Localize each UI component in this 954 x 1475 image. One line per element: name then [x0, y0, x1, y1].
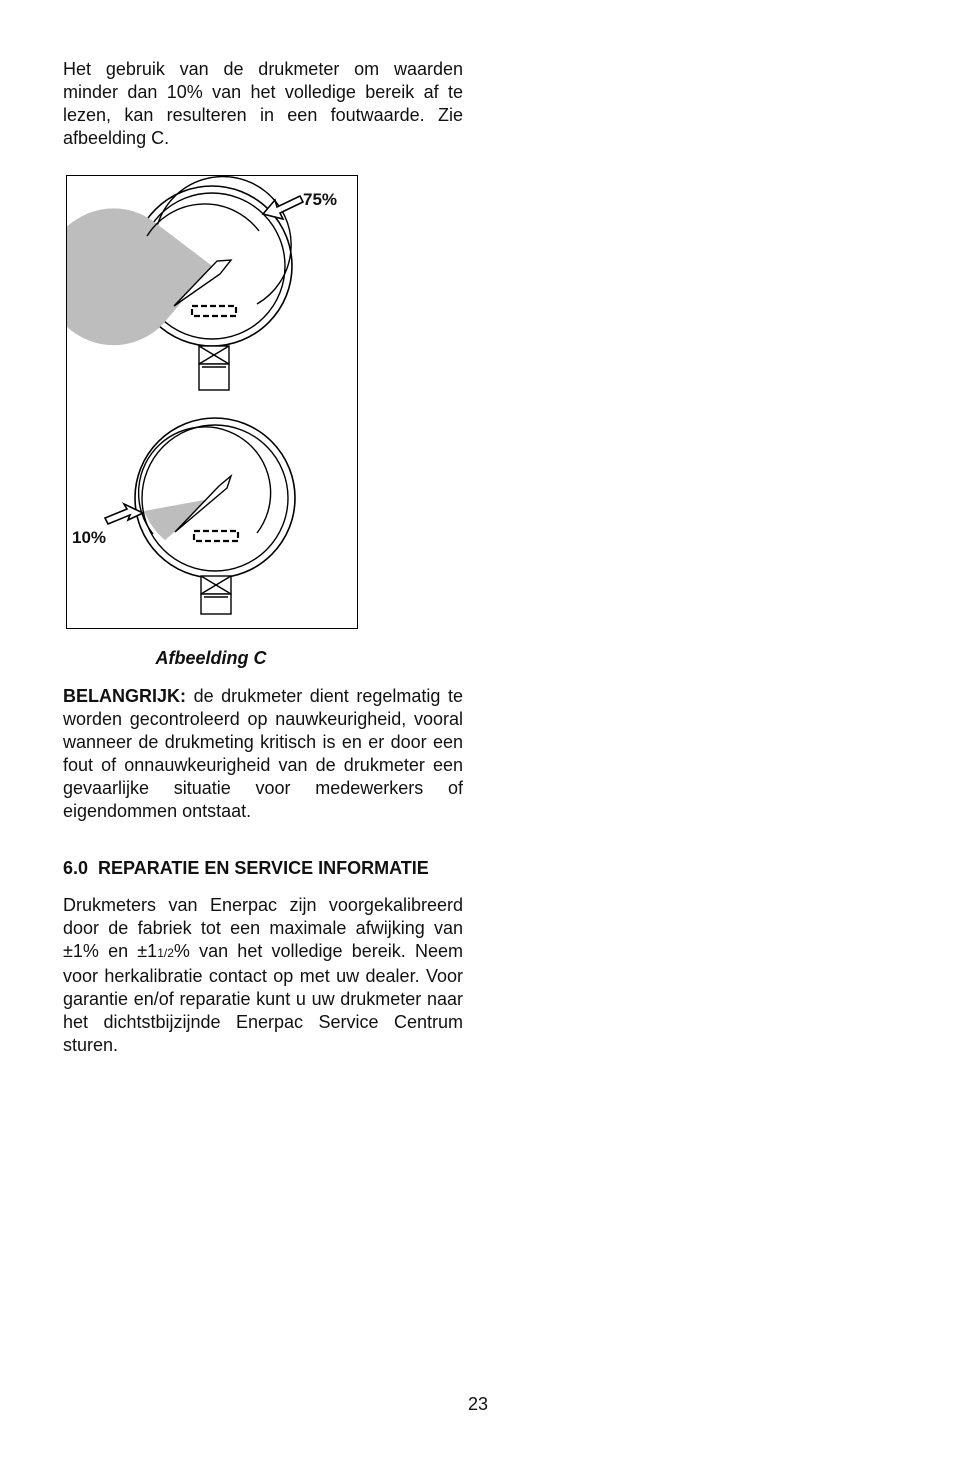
important-paragraph — [63, 685, 463, 823]
figure-caption: Afbeelding C — [155, 648, 267, 668]
label-10-percent: 10% — [72, 528, 107, 547]
lower-gauge — [105, 418, 295, 614]
section-number: 6.0 — [63, 858, 89, 878]
label-75-percent: 75% — [303, 190, 338, 209]
service-fraction: 1/2 — [157, 946, 174, 960]
upper-gauge-stem — [199, 346, 229, 390]
section-heading — [63, 858, 429, 879]
lower-arrow-icon — [105, 504, 143, 524]
gauge-illustration — [67, 176, 359, 630]
upper-gauge — [67, 177, 303, 390]
service-text-a: Drukmeters van Enerpac zijn voorgekalibreerd door de fabriek tot een maximale afwijking van ±1% en ±1 — [63, 895, 463, 961]
figure-c — [66, 175, 358, 629]
important-text: de drukmeter dient regelmatig te worden gecontroleerd op nauwkeurigheid, vooral wanneer de drukmeting kritisch is en er door een fout of onnauwkeurigheid van de drukmeter een gevaarlijke situatie voor medewerkers of eigendommen ontstaat. — [63, 686, 463, 821]
intro-paragraph: Het gebruik van de drukmeter om waarden minder dan 10% van het volledige bereik af te lezen, kan resulteren in een foutwaarde. Zie afbeelding C. — [63, 59, 463, 148]
section-title: REPARATIE EN SERVICE INFORMATIE — [98, 858, 429, 878]
important-label: BELANGRIJK: — [63, 686, 187, 706]
lower-gauge-stem — [201, 576, 231, 614]
service-text-b: % van het volledige bereik. Neem voor herkalibratie contact op met uw dealer. Voor garantie en/of reparatie kunt u uw drukmeter naar het dichtstbijzijnde Enerpac Service Centrum sturen. — [63, 941, 463, 1055]
service-paragraph — [63, 894, 463, 1057]
upper-arrow-icon — [263, 196, 303, 219]
page-number: 23 — [467, 1394, 489, 1414]
